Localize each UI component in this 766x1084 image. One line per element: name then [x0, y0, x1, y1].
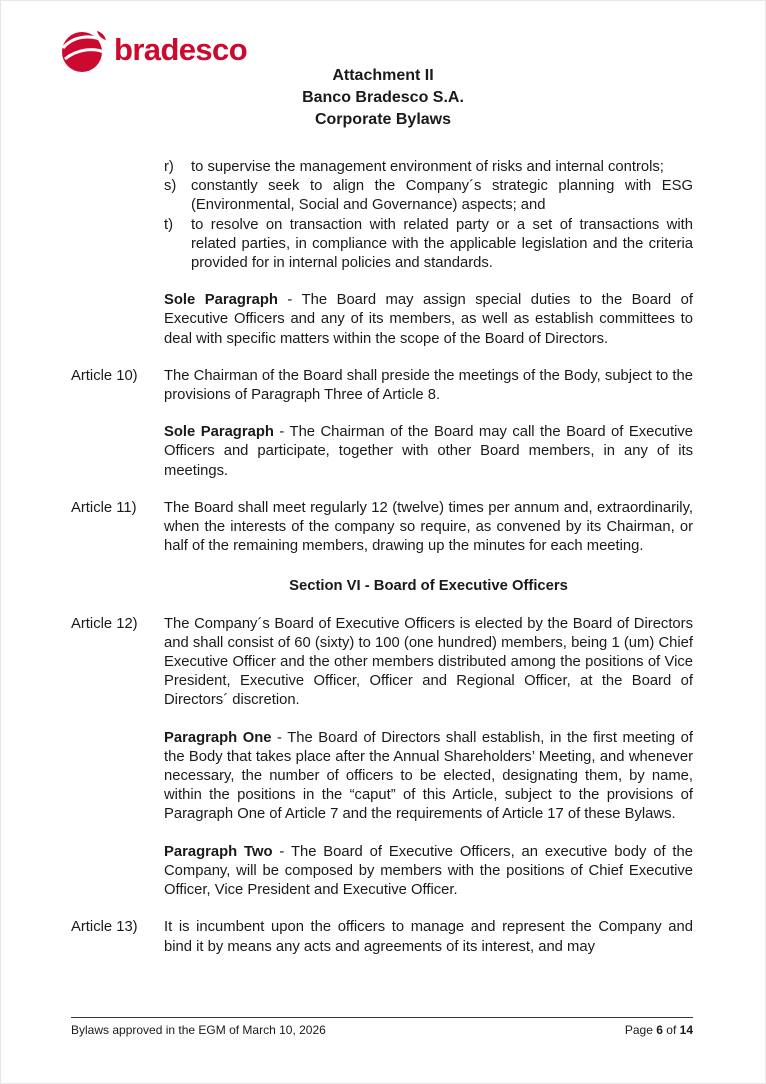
paragraph-text: - The Board of Executive Officers, an executive body of the Company, will be composed by members with the positions of Chief Executive Officer, Vice President and Executive Officer. — [164, 843, 693, 899]
item-text: to resolve on transaction with related party or a set of transactions with related parties, in compliance with the applicable legislation and the criteria provided for in internal policies and standards. — [191, 216, 693, 272]
paragraph-text: - The Board of Directors shall establish, in the first meeting of the Body that takes place after the Annual Shareholders’ Meeting, and whenever necessary, the number of officers to be elected, designating them, by name, within the positions in the “caput” of this Article, subject to the provisions of Paragraph One of Article 7 and the requirements of Article 17 of these Bylaws. — [164, 729, 694, 823]
paragraph-one — [164, 729, 693, 825]
page-footer — [71, 1017, 693, 1037]
item-letter: s) — [164, 178, 177, 195]
list-item-r — [164, 158, 693, 177]
item-text: to supervise the management environment of risks and internal controls; — [191, 159, 664, 175]
article-10 — [71, 367, 693, 405]
section-heading: Section VI - Board of Executive Officers — [289, 578, 568, 595]
article-12 — [71, 615, 693, 711]
paragraph-lead: Paragraph Two — [164, 843, 273, 860]
article-label: Article 11) — [71, 499, 137, 516]
bradesco-logo-icon — [61, 29, 107, 73]
article-text: It is incumbent upon the officers to manage and represent the Company and bind it by means any acts and agreements of its interest, and may — [164, 919, 693, 955]
article-11 — [71, 499, 693, 557]
attachment-title: Attachment II — [332, 67, 434, 84]
article-text: The Board shall meet regularly 12 (twelve) times per annum and, extraordinarily, when the interests of the company so require, as convened by its Chairman, or half of the remaining members, drawing up the minutes for each meeting. — [164, 499, 693, 555]
paragraph-lead: Paragraph One — [164, 729, 272, 746]
document-body — [71, 158, 693, 957]
page-indicator — [625, 1023, 693, 1037]
bradesco-wordmark: bradesco — [114, 31, 248, 67]
bradesco-logo — [61, 29, 247, 73]
page-word: Page — [624, 1023, 653, 1037]
paragraph-two — [164, 843, 693, 901]
sole-paragraph-1 — [164, 291, 693, 349]
of-word: of — [666, 1023, 677, 1037]
company-name: Banco Bradesco S.A. — [302, 89, 464, 106]
sole-paragraph-2 — [164, 423, 693, 481]
article-label: Article 13) — [71, 919, 138, 936]
paragraph-lead: Sole Paragraph — [164, 292, 278, 309]
article-text: The Chairman of the Board shall preside the meetings of the Body, subject to the provisions of Paragraph Three of Article 8. — [164, 367, 693, 404]
article-text: The Company´s Board of Executive Officers is elected by the Board of Directors and shall consist of 60 (sixty) to 100 (one hundred) members, being 1 (um) Chief Executive Officer and the other members distributed among the positions of Vice President, Executive Officer, Officer and Regional Officer, at the Board of Directors´ discretion. — [164, 615, 693, 709]
page-number: 6 — [656, 1023, 663, 1037]
document-title: Corporate Bylaws — [314, 111, 452, 128]
list-item-t — [164, 216, 693, 274]
total-pages: 14 — [679, 1023, 693, 1037]
article-13 — [71, 918, 693, 956]
item-text: constantly seek to align the Company´s strategic planning with ESG (Environmental, Social and Governance) aspects; and — [191, 178, 693, 214]
paragraph-text: - The Board may assign special duties to the Board of Executive Officers and any of its members, as well as establish committees to deal with specific matters within the scope of the Board of Directors. — [164, 292, 693, 347]
article-label: Article 10) — [71, 367, 138, 384]
article-label: Article 12) — [71, 615, 138, 632]
item-letter: r) — [164, 159, 174, 175]
item-letter: t) — [164, 216, 174, 233]
paragraph-text: - The Chairman of the Board may call the Board of Executive Officers and participate, together with other Board members, in any of its meetings. — [164, 424, 693, 479]
paragraph-lead: Sole Paragraph — [164, 424, 274, 441]
list-item-s — [164, 177, 693, 215]
footer-approval-text: Bylaws approved in the EGM of March 10, 2026 — [71, 1023, 326, 1037]
